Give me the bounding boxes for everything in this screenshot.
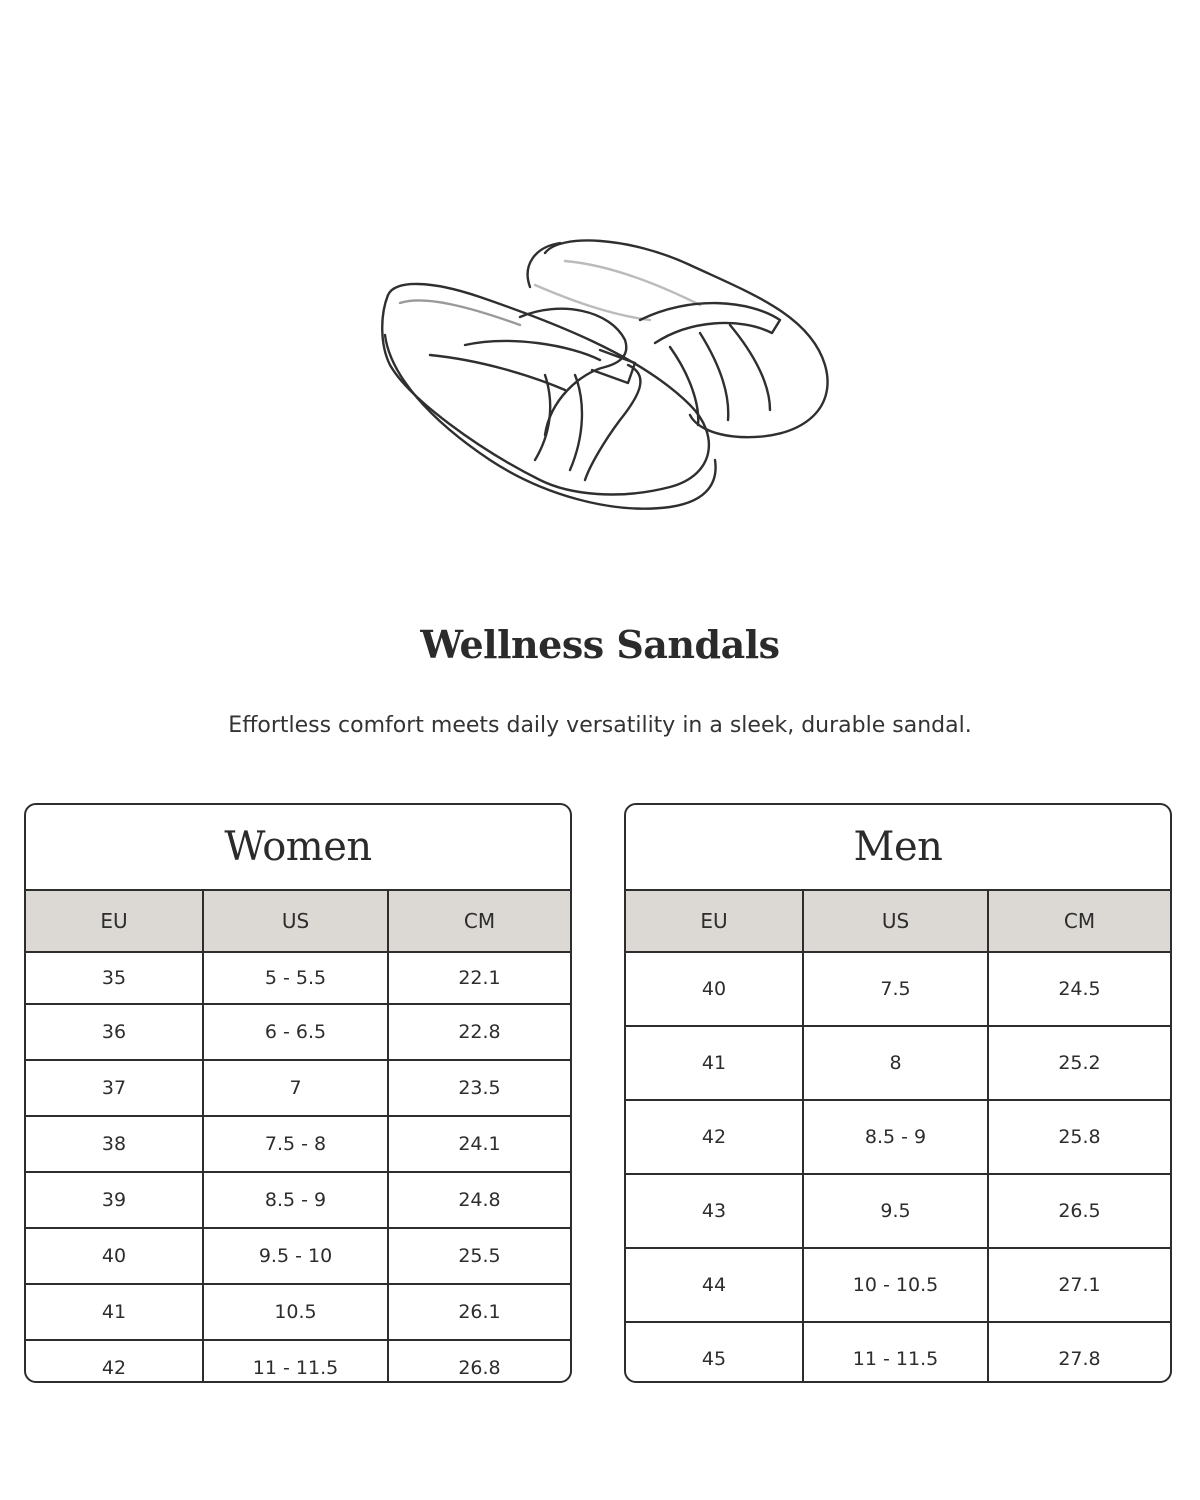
us-size: 9.5 (803, 1174, 988, 1248)
sandals-sketch-icon (370, 225, 840, 525)
women-size-chart (24, 803, 572, 1383)
table-row (26, 1284, 570, 1340)
cm-length: 25.8 (988, 1100, 1170, 1174)
eu-size: 43 (626, 1174, 803, 1248)
table-header-row (626, 891, 1170, 952)
eu-size: 45 (626, 1322, 803, 1383)
men-size-table (626, 891, 1170, 1383)
us-size: 11 - 11.5 (203, 1340, 388, 1383)
us-size: 10.5 (203, 1284, 388, 1340)
table-row (26, 1228, 570, 1284)
column-header-eu: EU (26, 891, 203, 952)
eu-size: 41 (26, 1284, 203, 1340)
us-size: 7.5 (803, 952, 988, 1026)
table-row (26, 1172, 570, 1228)
table-row (26, 1060, 570, 1116)
column-header-eu: EU (626, 891, 803, 952)
column-header-us: US (803, 891, 988, 952)
eu-size: 36 (26, 1004, 203, 1060)
cm-length: 24.1 (388, 1116, 570, 1172)
cm-length: 25.2 (988, 1026, 1170, 1100)
table-row (626, 1322, 1170, 1383)
cm-length: 27.8 (988, 1322, 1170, 1383)
table-row (626, 1174, 1170, 1248)
cm-length: 26.5 (988, 1174, 1170, 1248)
cm-length: 25.5 (388, 1228, 570, 1284)
us-size: 7 (203, 1060, 388, 1116)
eu-size: 42 (26, 1340, 203, 1383)
table-row (26, 1340, 570, 1383)
eu-size: 37 (26, 1060, 203, 1116)
us-size: 6 - 6.5 (203, 1004, 388, 1060)
eu-size: 35 (101, 967, 127, 989)
product-subtitle: Effortless comfort meets daily versatility in a sleek, durable sandal. (228, 713, 972, 738)
table-header-row (26, 891, 570, 952)
eu-size: 40 (26, 1228, 203, 1284)
table-row (626, 952, 1170, 1026)
cm-length: 22.1 (388, 952, 570, 1004)
us-size: 9.5 - 10 (203, 1228, 388, 1284)
eu-size: 44 (626, 1248, 803, 1322)
cm-length: 24.5 (988, 952, 1170, 1026)
table-row (626, 1100, 1170, 1174)
column-header-cm: CM (388, 891, 570, 952)
cm-length: 27.1 (988, 1248, 1170, 1322)
table-row (26, 952, 570, 1004)
eu-size: 38 (26, 1116, 203, 1172)
us-size: 5 - 5.5 (203, 952, 388, 1004)
men-size-chart (624, 803, 1172, 1383)
eu-size: 39 (26, 1172, 203, 1228)
column-header-us: US (203, 891, 388, 952)
product-title: Wellness Sandals (420, 622, 780, 667)
table-row (626, 1026, 1170, 1100)
us-size: 7.5 - 8 (203, 1116, 388, 1172)
cm-length: 26.8 (388, 1340, 570, 1383)
cm-length: 24.8 (388, 1172, 570, 1228)
cm-length: 26.1 (388, 1284, 570, 1340)
eu-size: 42 (626, 1100, 803, 1174)
table-row (26, 1116, 570, 1172)
cm-length: 23.5 (388, 1060, 570, 1116)
us-size: 11 - 11.5 (803, 1322, 988, 1383)
us-size: 8.5 - 9 (803, 1100, 988, 1174)
us-size: 8.5 - 9 (203, 1172, 388, 1228)
column-header-cm: CM (988, 891, 1170, 952)
eu-size: 41 (626, 1026, 803, 1100)
us-size: 10 - 10.5 (803, 1248, 988, 1322)
cm-length: 22.8 (388, 1004, 570, 1060)
eu-size: 40 (701, 978, 727, 1000)
women-size-table (26, 891, 570, 1383)
women-heading: Women (26, 805, 570, 891)
us-size: 8 (803, 1026, 988, 1100)
table-row (26, 1004, 570, 1060)
table-row (626, 1248, 1170, 1322)
men-heading: Men (626, 805, 1170, 891)
